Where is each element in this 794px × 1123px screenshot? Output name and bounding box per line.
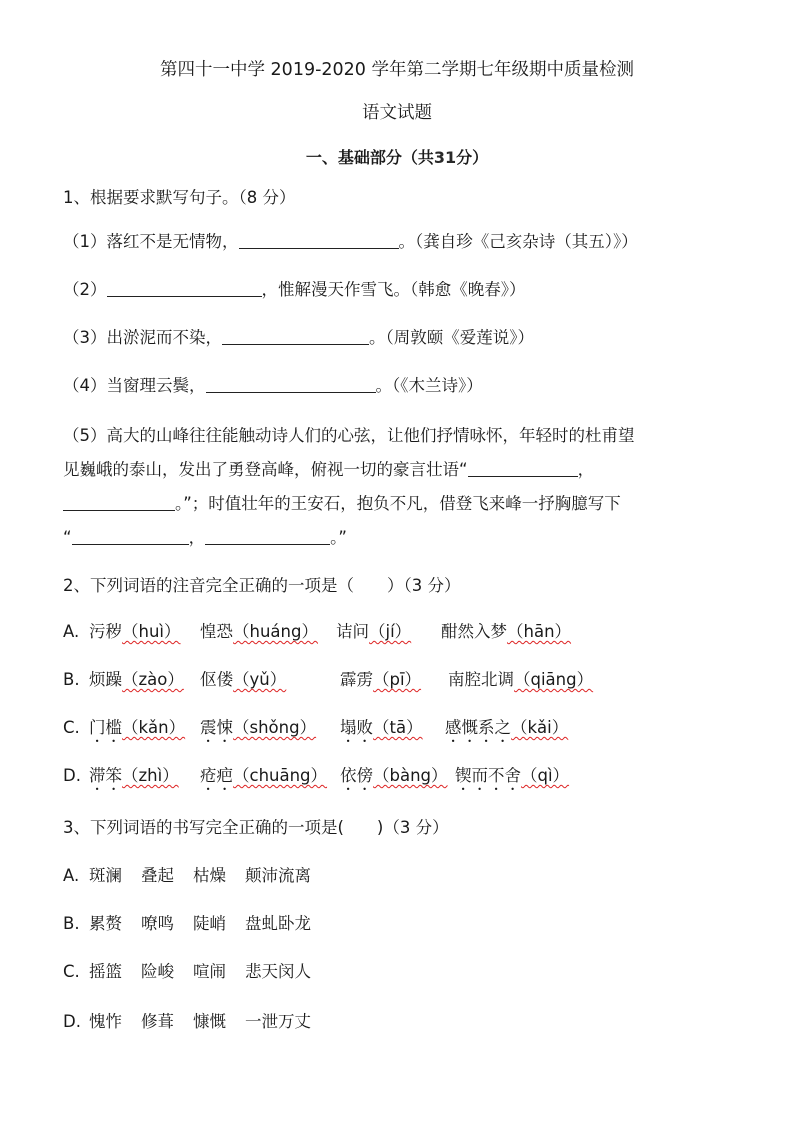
fill-blank[interactable] bbox=[222, 328, 369, 345]
exam-title: 第四十一中学 2019-2020 学年第二学期七年级期中质量检测 bbox=[159, 60, 634, 80]
fill-blank[interactable] bbox=[206, 376, 376, 393]
option-letter: A. bbox=[63, 866, 80, 885]
fill-blank[interactable] bbox=[63, 494, 175, 511]
q1-item-5-line-4: “ ， 。” bbox=[63, 528, 347, 547]
q1-item-1: （1）落红不是无情物， 。（龚自珍《己亥杂诗（其五）》） bbox=[63, 232, 638, 251]
option-letter: B. bbox=[63, 670, 80, 689]
q1-item-5-line-2: 见巍峨的泰山，发出了勇登高峰，俯视一切的豪言壮语“ ， bbox=[63, 460, 595, 479]
option-letter: C. bbox=[63, 962, 80, 981]
exam-subtitle: 语文试题 bbox=[362, 103, 432, 123]
option-letter: D. bbox=[63, 1012, 81, 1031]
option-letter: A. bbox=[63, 622, 80, 641]
q1-stem: 1、根据要求默写句子。（8 分） bbox=[63, 188, 296, 207]
q3-stem: 3、下列词语的书写完全正确的一项是( )（3 分） bbox=[63, 818, 449, 837]
q2-stem: 2、下列词语的注音完全正确的一项是（ ）（3 分） bbox=[63, 576, 461, 595]
section-heading: 一、基础部分（共31分） bbox=[305, 148, 489, 167]
fill-blank[interactable] bbox=[72, 528, 189, 545]
exam-page: 第四十一中学 2019-2020 学年第二学期七年级期中质量检测 语文试题 一、基础部分（共31分） 1、根据要求默写句子。（8 分） （1）落红不是无情物， 。（龚自珍《己亥杂诗（其五）》） （2） ，惟解漫天作雪飞。（韩愈《晚春》） （3）出淤泥而不染， 。（周敦颐《爱莲说》） （4）当窗理云鬓， 。（《木兰诗》） （5）高大的山峰往往能触动诗人们的心弦，让他们抒情咏怀，年轻时的杜甫望 见巍峨的泰山，发出了勇登高峰，俯视一切的豪言壮语“ ， 。”；时值壮年的王安石，抱负不凡，借登飞来峰一抒胸臆写下 “ ， 。” 2、下列词语的注音完全正确的一项是（ ）（3 分） A. 污秽（huì） 惶恐（huáng） 诘问（jí） 酣然入梦（hān） B. 烦躁（zào） 伛偻（yǔ） 霹雳（pī） 南腔北调（qiāng） C. 门槛（kǎn） 震悚（shǒng） 塌败（tā） 感慨系之（kǎi） D. 滞笨（zhì） 疮疤（chuāng） 依傍（bàng） 锲而不舍（qì） 3、下列词语的书写完全正确的一项是( )（3 分） A. 斑澜 叠起 枯燥 颠沛流离 B. 累赘 嘹鸣 陡峭 盘虬卧龙 C. 摇篮 险峻 喧闹 悲天闵人 D. 愧怍 修葺 慷慨 一泄万丈 bbox=[0, 0, 794, 1123]
fill-blank[interactable] bbox=[107, 280, 262, 297]
option-letter: D. bbox=[63, 766, 81, 785]
fill-blank[interactable] bbox=[205, 528, 330, 545]
q1-item-3: （3）出淤泥而不染， 。（周敦颐《爱莲说》） bbox=[63, 328, 534, 347]
fill-blank[interactable] bbox=[239, 232, 399, 249]
section-points: 31 bbox=[433, 148, 457, 167]
q1-item-5-line-1: （5）高大的山峰往往能触动诗人们的心弦，让他们抒情咏怀，年轻时的杜甫望 bbox=[63, 426, 635, 445]
q1-item-5-line-3: 。”；时值壮年的王安石，抱负不凡，借登飞来峰一抒胸臆写下 bbox=[63, 492, 754, 516]
option-letter: B. bbox=[63, 914, 80, 933]
q1-item-2: （2） ，惟解漫天作雪飞。（韩愈《晚春》） bbox=[63, 280, 526, 299]
q1-item-4: （4）当窗理云鬓， 。（《木兰诗》） bbox=[63, 376, 483, 395]
option-letter: C. bbox=[63, 718, 80, 737]
fill-blank[interactable] bbox=[468, 460, 578, 477]
